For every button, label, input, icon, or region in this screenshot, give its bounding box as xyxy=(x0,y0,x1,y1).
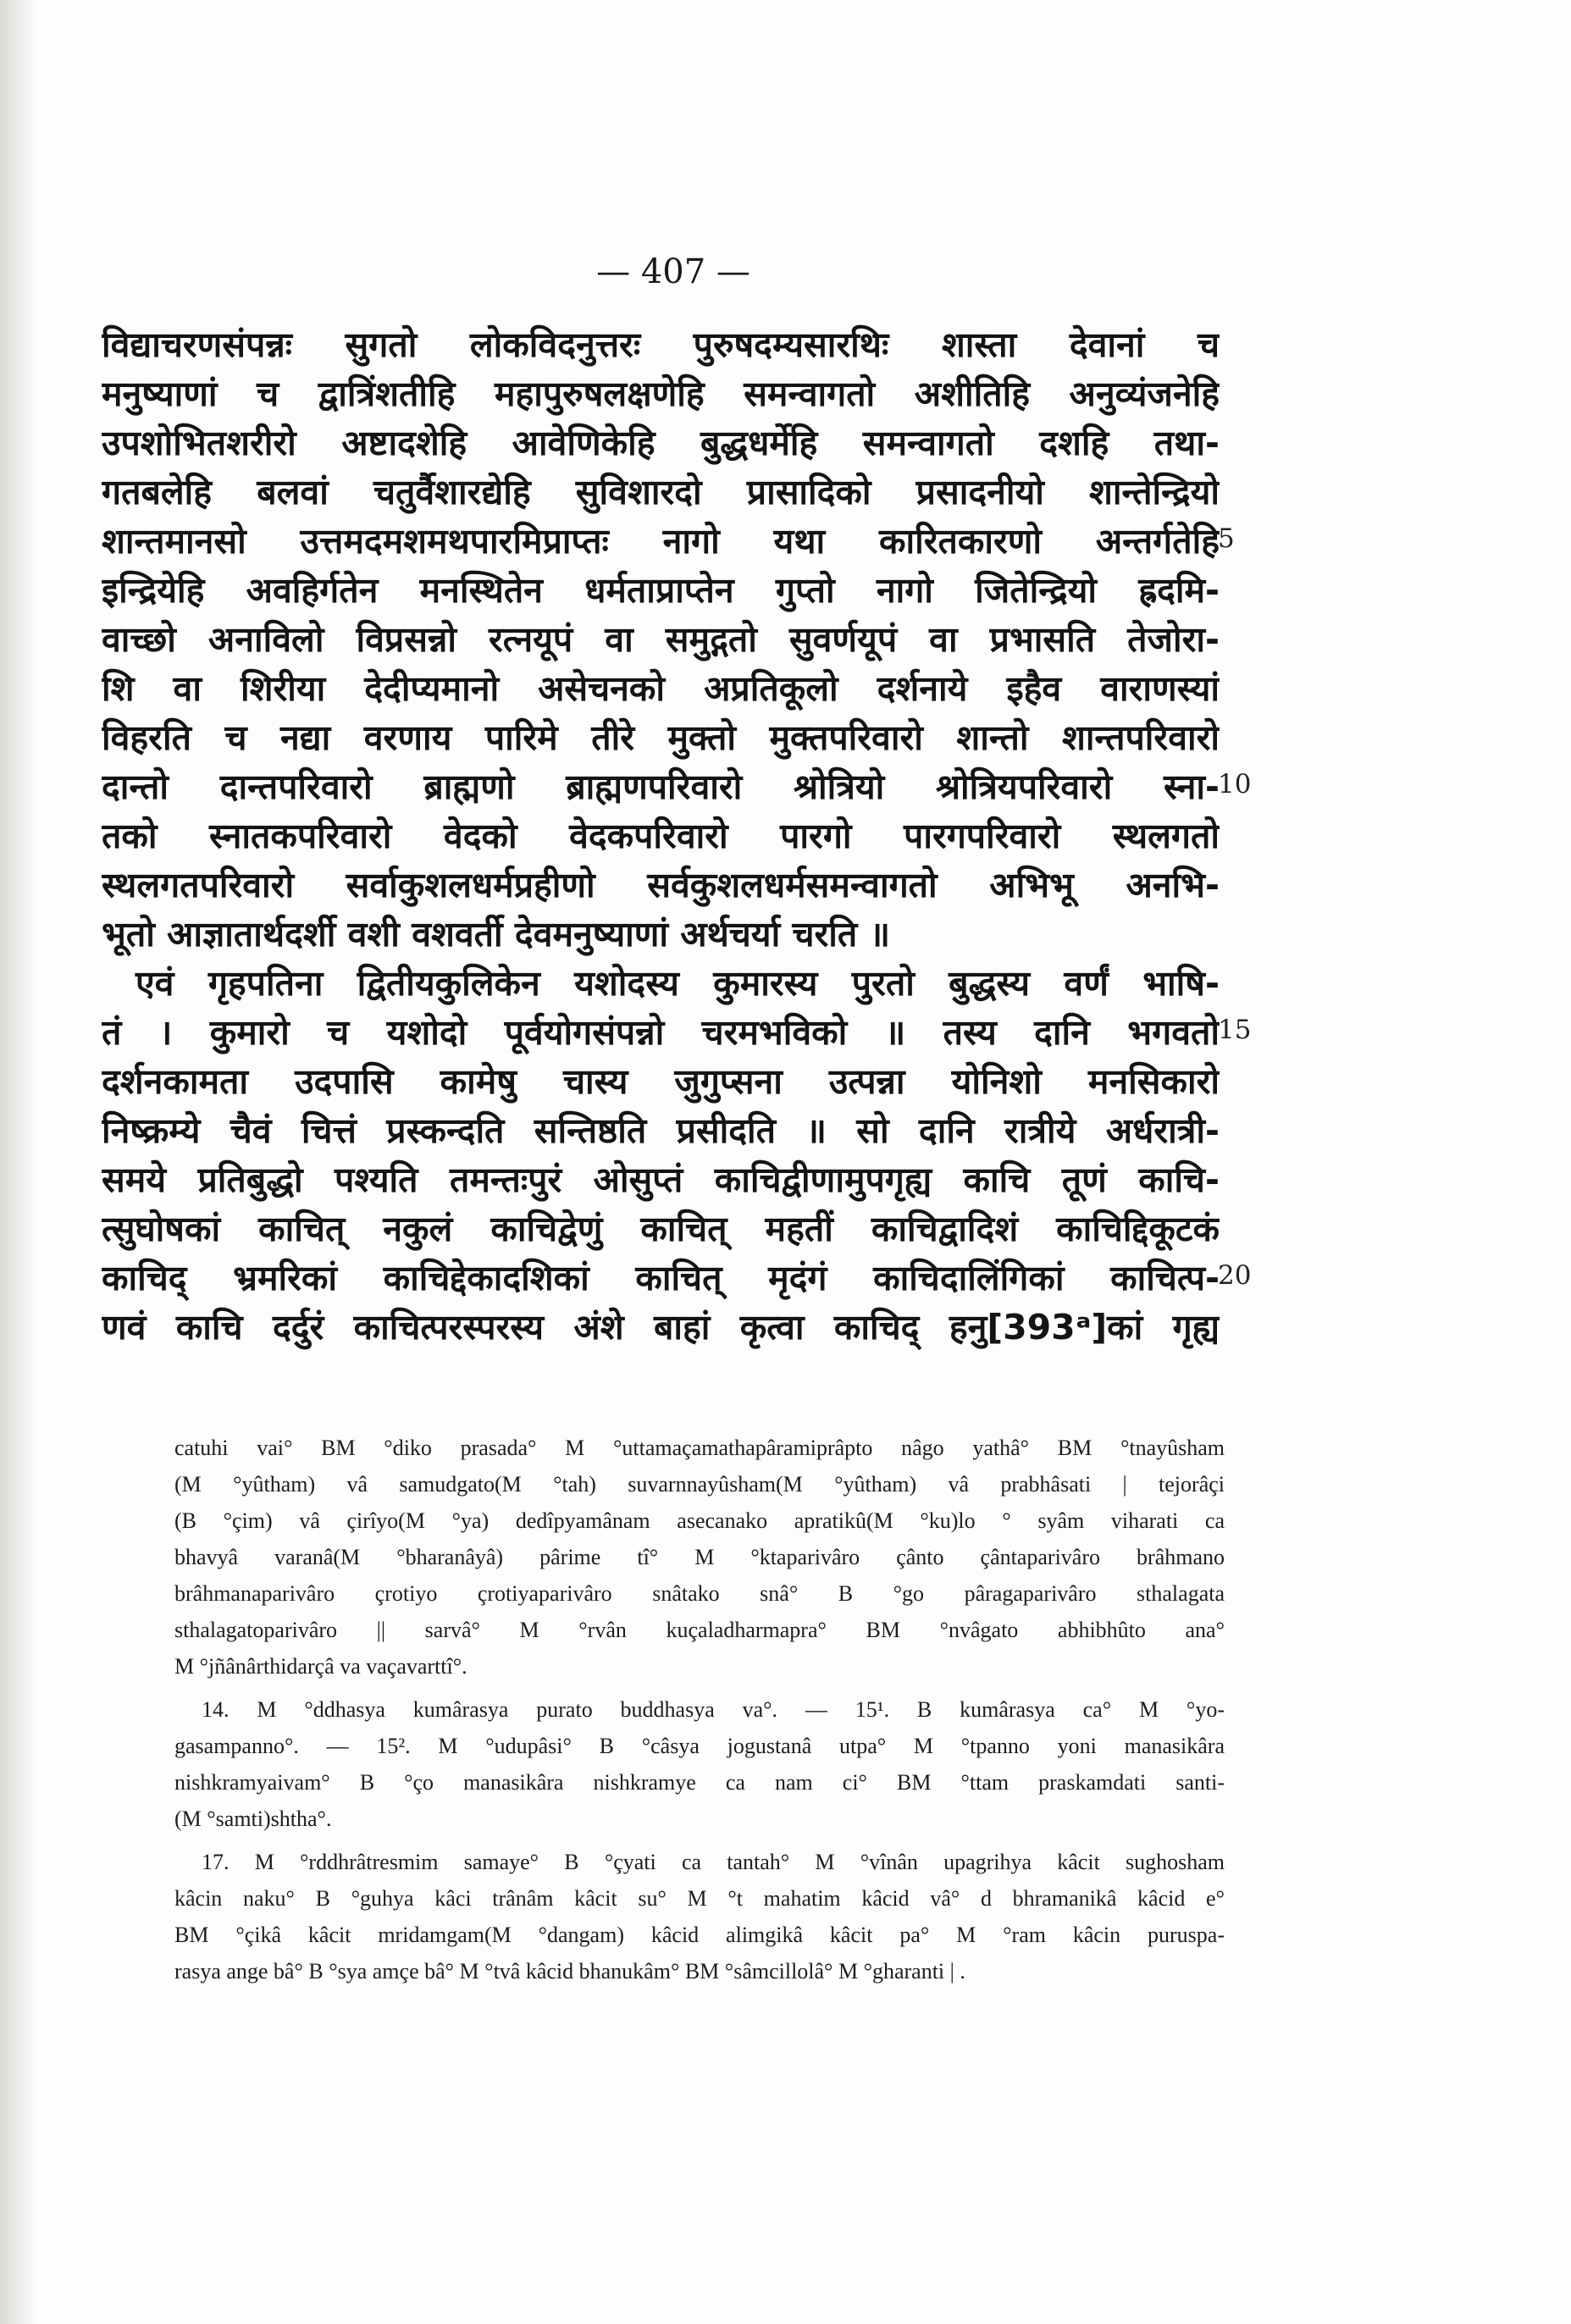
line-number-15: 15 xyxy=(1218,1015,1252,1045)
text-line: वाच्छो अनाविलो विप्रसन्नो रत्नयूपं वा समुद्गतो सुवर्णयूपं वा प्रभासति तेजोरा- xyxy=(102,619,1220,660)
text-line: णवं काचि दर्दुरं काचित्परस्परस्य अंशे बाहां कृत्वा काचिद् हनु[393ᵃ]कां गृह्य xyxy=(102,1307,1220,1347)
footnote-line: 17. M °rddhrâtresmim samaye° B °çyati ca tantah° M °vînân upagrihya kâcit sughosham xyxy=(202,1850,1225,1874)
footnote-line: M °jñânârthidarçâ va vaçavarttî°. xyxy=(174,1654,467,1679)
text-line: निष्क्रम्ये चैवं चित्तं प्रस्कन्दति सन्तिष्ठति प्रसीदति ॥ सो दानि रात्रीये अर्धरात्री- xyxy=(102,1110,1220,1151)
footnote-line: kâcin naku° B °guhya kâci trânâm kâcit su° M °t mahatim kâcid vâ° d bhramanikâ kâcid e° xyxy=(174,1886,1225,1911)
footnote-line: (M °samti)shtha°. xyxy=(174,1807,332,1831)
footnote-line: rasya ange bâ° B °sya amçe bâ° M °tvâ kâcid bhanukâm° BM °sâmcillolâ° M °gharanti | . xyxy=(174,1959,965,1984)
text-line: शान्तमानसो उत्तमदमशमथपारमिप्राप्तः नागो यथा कारितकारणो अन्तर्गतेहि xyxy=(102,521,1220,562)
footnote-line: (M °yûtham) vâ samudgato(M °tah) suvarnnayûsham(M °yûtham) vâ prabhâsati | tejorâçi xyxy=(174,1472,1225,1497)
text-line: दान्तो दान्तपरिवारो ब्राह्मणो ब्राह्मणपरिवारो श्रोत्रियो श्रोत्रियपरिवारो स्ना- xyxy=(102,766,1220,807)
text-line: त्सुघोषकां काचित् नकुलं काचिद्वेणुं काचित् महतीं काचिद्वादिशं काचिद्दिकूटकं xyxy=(102,1209,1220,1249)
text-line: समये प्रतिबुद्धो पश्यति तमन्तःपुरं ओसुप्तं काचिद्वीणामुपगृह्य काचि तूणं काचि- xyxy=(102,1159,1220,1200)
footnote-line: 14. M °ddhasya kumârasya purato buddhasya va°. — 15¹. B kumârasya ca° M °yo- xyxy=(202,1697,1225,1722)
page-number: — 407 — xyxy=(596,252,750,291)
footnote-line: sthalagatoparivâro || sarvâ° M °rvân kuçaladharmapra° BM °nvâgato abhibhûto ana° xyxy=(174,1618,1225,1642)
line-number-10: 10 xyxy=(1218,769,1252,800)
text-line: विहरति च नद्या वरणाय पारिमे तीरे मुक्तो मुक्तपरिवारो शान्तो शान्तपरिवारो xyxy=(102,717,1220,758)
text-line: मनुष्याणां च द्वात्रिंशतीहि महापुरुषलक्षणेहि समन्वागतो अशीतिहि अनुव्यंजनेहि xyxy=(102,374,1220,414)
footnote-line: gasampanno°. — 15². M °udupâsi° B °câsya jogustanâ utpa° M °tpanno yoni manasikâra xyxy=(174,1734,1225,1758)
footnote-line: (B °çim) vâ çirîyo(M °ya) dedîpyamânam asecanako apratikû(M °ku)lo ° syâm viharati ca xyxy=(174,1508,1225,1533)
footnote-line: BM °çikâ kâcit mridamgam(M °dangam) kâcid alimgikâ kâcit pa° M °ram kâcin puruspa- xyxy=(174,1923,1225,1947)
text-line: गतबलेहि बलवां चतुर्वैशारद्येहि सुविशारदो प्रासादिको प्रसादनीयो शान्तेन्द्रियो xyxy=(102,472,1220,512)
text-line: भूतो आज्ञातार्थदर्शी वशी वशवर्ती देवमनुष्याणां अर्थचर्या चरति ॥ xyxy=(102,914,891,955)
text-line: शि वा शिरीया देदीप्यमानो असेचनको अप्रतिकूलो दर्शनाये इहैव वाराणस्यां xyxy=(102,668,1220,709)
footnote-line: bhavyâ varanâ(M °bharanâyâ) pârime tî° M °ktaparivâro çânto çântaparivâro brâhmano xyxy=(174,1545,1225,1569)
footnote-line: catuhi vai° BM °diko prasada° M °uttamaçamathapâramiprâpto nâgo yathâ° BM °tnayûsham xyxy=(174,1436,1225,1460)
text-line: स्थलगतपरिवारो सर्वाकुशलधर्मप्रहीणो सर्वकुशलधर्मसमन्वागतो अभिभू अनभि- xyxy=(102,865,1220,905)
scan-binding-edge xyxy=(0,0,36,2324)
footnote-block xyxy=(174,1430,1225,1685)
line-number-5: 5 xyxy=(1218,523,1235,554)
line-number-20: 20 xyxy=(1218,1260,1252,1291)
text-line: विद्याचरणसंपन्नः सुगतो लोकविदनुत्तरः पुरुषदम्यसारथिः शास्ता देवानां च xyxy=(102,324,1220,365)
text-line: काचिद् भ्रमरिकां काचिद्देकादशिकां काचित् मृदंगं काचिदालिंगिकां काचित्प- xyxy=(102,1258,1220,1298)
footnote-line: nishkramyaivam° B °ço manasikâra nishkramye ca nam ci° BM °ttam praskamdati santi- xyxy=(174,1770,1225,1795)
text-line: दर्शनकामता उदपासि कामेषु चास्य जुगुप्सना उत्पन्ना योनिशो मनसिकारो xyxy=(102,1061,1220,1102)
sanskrit-main-text xyxy=(102,320,1220,1352)
text-line: तं । कुमारो च यशोदो पूर्वयोगसंपन्नो चरमभविको ॥ तस्य दानि भगवतो xyxy=(102,1012,1220,1053)
footnote-block xyxy=(174,1844,1225,1989)
text-line: एवं गृहपतिना द्वितीयकुलिकेन यशोदस्य कुमारस्य पुरतो बुद्धस्य वर्णं भाषि- xyxy=(136,963,1220,1004)
critical-apparatus xyxy=(174,1430,1225,1996)
footnote-line: brâhmanaparivâro çrotiyo çrotiyaparivâro snâtako snâ° B °go pâragaparivâro sthalagata xyxy=(174,1581,1225,1606)
footnote-block xyxy=(174,1691,1225,1837)
text-line: उपशोभितशरीरो अष्टादशेहि आवेणिकेहि बुद्धधर्मेहि समन्वागतो दशहि तथा- xyxy=(102,423,1220,463)
text-line: तको स्नातकपरिवारो वेदको वेदकपरिवारो पारगो पारगपरिवारो स्थलगतो xyxy=(102,816,1220,856)
text-line: इन्द्रियेहि अवहिर्गतेन मनस्थितेन धर्मताप्राप्तेन गुप्तो नागो जितेन्द्रियो ह्रदमि- xyxy=(102,570,1220,611)
